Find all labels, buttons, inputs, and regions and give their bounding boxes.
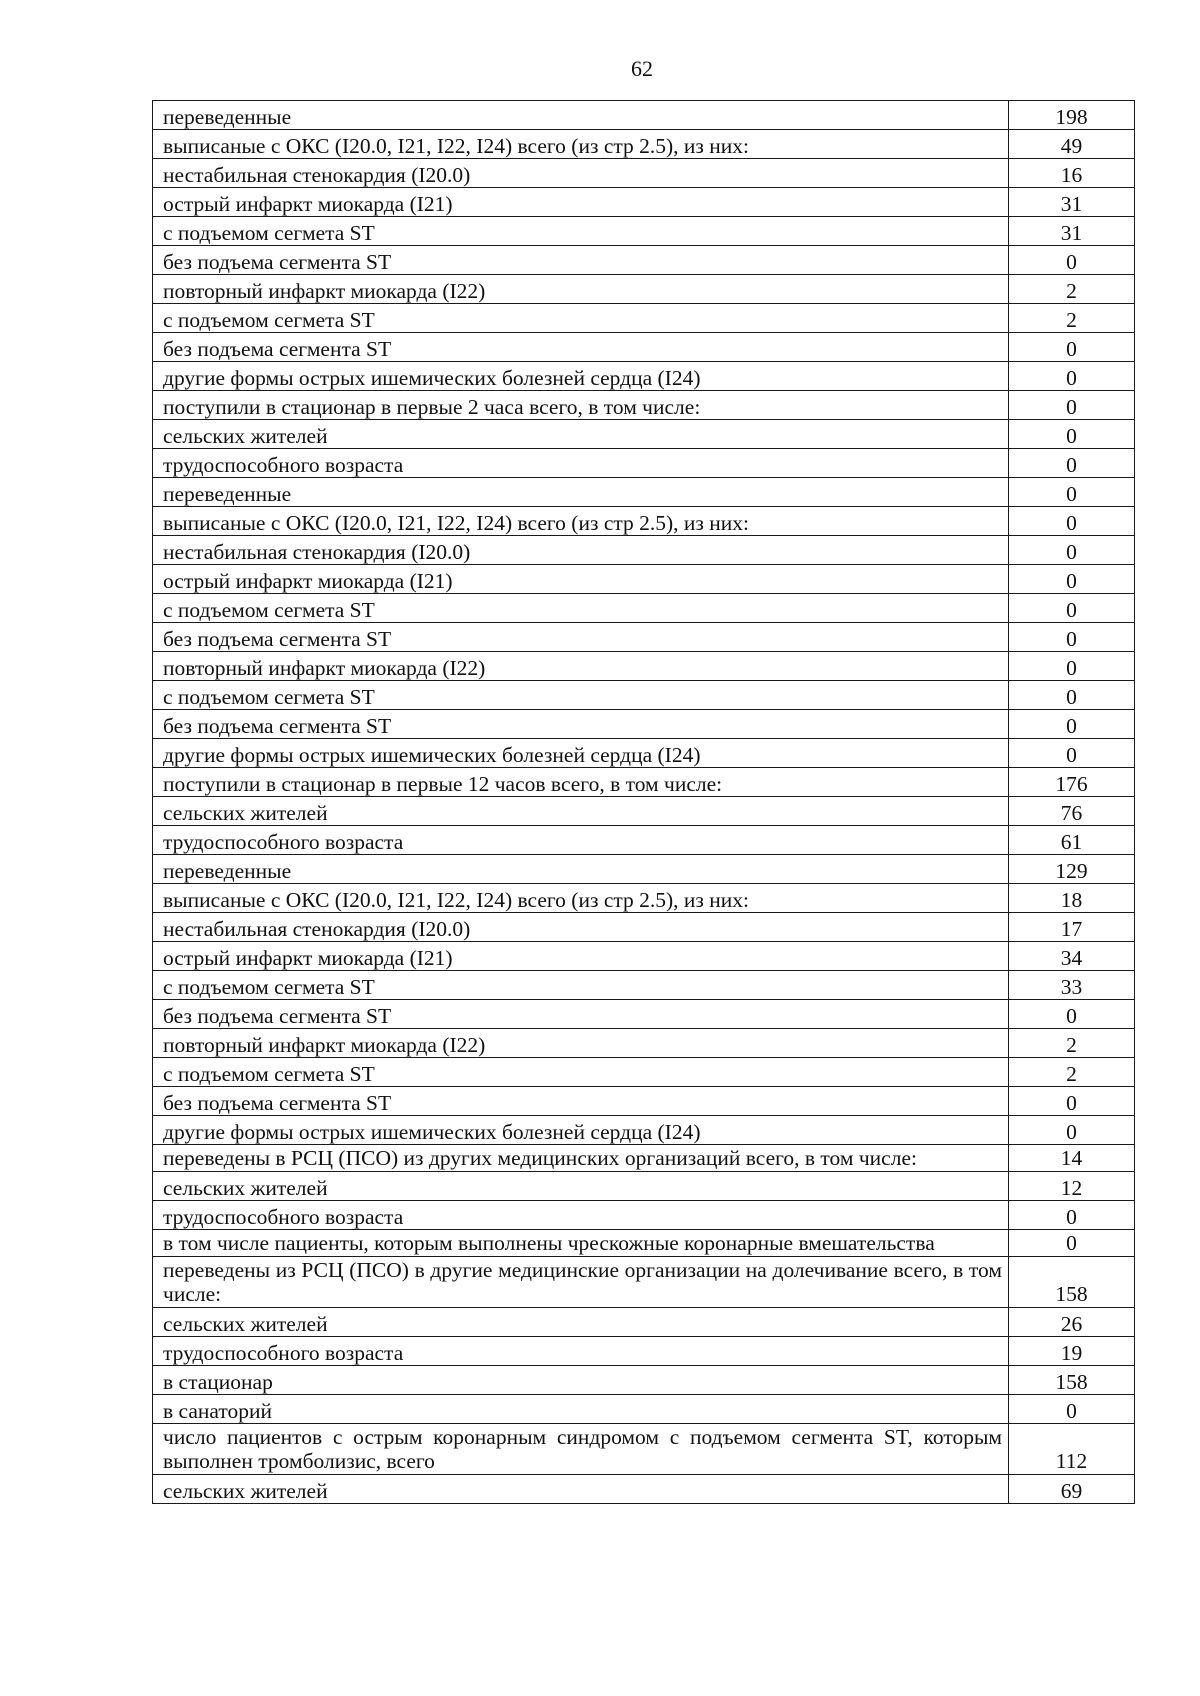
row-value: 31 <box>1009 217 1135 246</box>
row-value: 0 <box>1009 594 1135 623</box>
row-label: сельских жителей <box>153 1308 1009 1337</box>
table-row <box>153 594 1135 623</box>
row-value: 69 <box>1009 1475 1135 1504</box>
table-row <box>153 855 1135 884</box>
row-label: нестабильная стенокардия (I20.0) <box>153 536 1009 565</box>
row-value: 0 <box>1009 420 1135 449</box>
row-value: 17 <box>1009 913 1135 942</box>
row-value: 158 <box>1009 1257 1135 1308</box>
row-value: 2 <box>1009 304 1135 333</box>
row-value: 18 <box>1009 884 1135 913</box>
row-value: 0 <box>1009 1000 1135 1029</box>
row-value: 129 <box>1009 855 1135 884</box>
row-label: число пациентов с острым коронарным синдромом с подъемом сегмента ST, которым выполнен тромболизис, всего <box>153 1424 1009 1475</box>
row-label: другие формы острых ишемических болезней сердца (I24) <box>153 739 1009 768</box>
row-label: с подъемом сегмета ST <box>153 971 1009 1000</box>
row-label: в санаторий <box>153 1395 1009 1424</box>
row-value: 0 <box>1009 507 1135 536</box>
row-label: переведены из РСЦ (ПСО) в другие медицинские организации на долечивание всего, в том числе: <box>153 1257 1009 1308</box>
row-label: нестабильная стенокардия (I20.0) <box>153 159 1009 188</box>
row-label: поступили в стационар в первые 12 часов всего, в том числе: <box>153 768 1009 797</box>
row-value: 0 <box>1009 246 1135 275</box>
table-row <box>153 275 1135 304</box>
table-row <box>153 130 1135 159</box>
row-label: без подъема сегмента ST <box>153 1087 1009 1116</box>
table-row <box>153 333 1135 362</box>
row-label: с подъемом сегмета ST <box>153 594 1009 623</box>
table-row <box>153 391 1135 420</box>
table-row <box>153 1116 1135 1145</box>
row-value: 49 <box>1009 130 1135 159</box>
table-row <box>153 507 1135 536</box>
row-value: 158 <box>1009 1366 1135 1395</box>
table-row <box>153 1257 1135 1308</box>
row-label: повторный инфаркт миокарда (I22) <box>153 1029 1009 1058</box>
table-row <box>153 1424 1135 1475</box>
row-label: в стационар <box>153 1366 1009 1395</box>
table-row <box>153 1395 1135 1424</box>
row-value: 0 <box>1009 1395 1135 1424</box>
row-label: трудоспособного возраста <box>153 1201 1009 1230</box>
row-value: 198 <box>1009 101 1135 130</box>
row-value: 0 <box>1009 449 1135 478</box>
table-row <box>153 942 1135 971</box>
table-row <box>153 246 1135 275</box>
row-label: острый инфаркт миокарда (I21) <box>153 565 1009 594</box>
row-value: 0 <box>1009 1201 1135 1230</box>
row-label: с подъемом сегмета ST <box>153 1058 1009 1087</box>
row-value: 16 <box>1009 159 1135 188</box>
table-row <box>153 1087 1135 1116</box>
table-row <box>153 420 1135 449</box>
table-row <box>153 536 1135 565</box>
row-label: без подъема сегмента ST <box>153 333 1009 362</box>
row-label: выписаные с ОКС (I20.0, I21, I22, I24) всего (из стр 2.5), из них: <box>153 884 1009 913</box>
row-value: 0 <box>1009 1230 1135 1257</box>
row-label: нестабильная стенокардия (I20.0) <box>153 913 1009 942</box>
row-value: 0 <box>1009 391 1135 420</box>
row-value: 61 <box>1009 826 1135 855</box>
row-value: 34 <box>1009 942 1135 971</box>
table-row <box>153 304 1135 333</box>
row-label: с подъемом сегмета ST <box>153 217 1009 246</box>
table-row <box>153 159 1135 188</box>
row-label: выписаные с ОКС (I20.0, I21, I22, I24) всего (из стр 2.5), из них: <box>153 507 1009 536</box>
table-body <box>153 101 1135 1504</box>
row-value: 0 <box>1009 565 1135 594</box>
table-row <box>153 652 1135 681</box>
row-label: сельских жителей <box>153 1475 1009 1504</box>
row-value: 112 <box>1009 1424 1135 1475</box>
table-row <box>153 768 1135 797</box>
row-value: 33 <box>1009 971 1135 1000</box>
table-row <box>153 1201 1135 1230</box>
row-value: 0 <box>1009 536 1135 565</box>
table-row <box>153 1475 1135 1504</box>
table-row <box>153 739 1135 768</box>
row-label: сельских жителей <box>153 420 1009 449</box>
row-value: 0 <box>1009 623 1135 652</box>
row-label: без подъема сегмента ST <box>153 710 1009 739</box>
row-value: 0 <box>1009 362 1135 391</box>
row-label: переведены в РСЦ (ПСО) из других медицинских организаций всего, в том числе: <box>153 1145 1009 1172</box>
row-label: сельских жителей <box>153 1172 1009 1201</box>
page-number: 62 <box>631 56 653 81</box>
row-label: трудоспособного возраста <box>153 1337 1009 1366</box>
table-row <box>153 971 1135 1000</box>
row-value: 2 <box>1009 1029 1135 1058</box>
table-row <box>153 101 1135 130</box>
row-label: острый инфаркт миокарда (I21) <box>153 942 1009 971</box>
row-label: без подъема сегмента ST <box>153 623 1009 652</box>
row-value: 176 <box>1009 768 1135 797</box>
row-value: 2 <box>1009 1058 1135 1087</box>
row-value: 19 <box>1009 1337 1135 1366</box>
row-label: без подъема сегмента ST <box>153 1000 1009 1029</box>
row-value: 26 <box>1009 1308 1135 1337</box>
table-row <box>153 362 1135 391</box>
table-row <box>153 1308 1135 1337</box>
row-label: переведенные <box>153 855 1009 884</box>
row-value: 0 <box>1009 478 1135 507</box>
row-value: 31 <box>1009 188 1135 217</box>
table-row <box>153 1058 1135 1087</box>
table-row <box>153 217 1135 246</box>
table-row <box>153 1029 1135 1058</box>
row-value: 0 <box>1009 681 1135 710</box>
table-row <box>153 188 1135 217</box>
row-value: 0 <box>1009 652 1135 681</box>
statistics-table <box>152 100 1135 1504</box>
table-row <box>153 1230 1135 1257</box>
row-value: 0 <box>1009 333 1135 362</box>
row-label: с подъемом сегмета ST <box>153 681 1009 710</box>
row-label: другие формы острых ишемических болезней сердца (I24) <box>153 362 1009 391</box>
table-row <box>153 884 1135 913</box>
table-row <box>153 1172 1135 1201</box>
row-value: 12 <box>1009 1172 1135 1201</box>
row-label: трудоспособного возраста <box>153 826 1009 855</box>
table-row <box>153 1145 1135 1172</box>
row-label: без подъема сегмента ST <box>153 246 1009 275</box>
row-label: в том числе пациенты, которым выполнены чрескожные коронарные вмешательства <box>153 1230 1009 1257</box>
row-value: 0 <box>1009 710 1135 739</box>
table-row <box>153 797 1135 826</box>
row-value: 76 <box>1009 797 1135 826</box>
table-row <box>153 710 1135 739</box>
row-label: выписаные с ОКС (I20.0, I21, I22, I24) всего (из стр 2.5), из них: <box>153 130 1009 159</box>
row-label: повторный инфаркт миокарда (I22) <box>153 275 1009 304</box>
table-row <box>153 623 1135 652</box>
row-value: 0 <box>1009 1116 1135 1145</box>
row-label: с подъемом сегмета ST <box>153 304 1009 333</box>
table-row <box>153 565 1135 594</box>
row-label: сельских жителей <box>153 797 1009 826</box>
table-row <box>153 913 1135 942</box>
table-row <box>153 681 1135 710</box>
row-value: 0 <box>1009 1087 1135 1116</box>
row-value: 0 <box>1009 739 1135 768</box>
table-row <box>153 1000 1135 1029</box>
row-label: поступили в стационар в первые 2 часа всего, в том числе: <box>153 391 1009 420</box>
row-value: 14 <box>1009 1145 1135 1172</box>
table-row <box>153 449 1135 478</box>
table-row <box>153 826 1135 855</box>
row-label: переведенные <box>153 478 1009 507</box>
table-row <box>153 478 1135 507</box>
table-row <box>153 1366 1135 1395</box>
row-label: трудоспособного возраста <box>153 449 1009 478</box>
row-value: 2 <box>1009 275 1135 304</box>
row-label: острый инфаркт миокарда (I21) <box>153 188 1009 217</box>
row-label: переведенные <box>153 101 1009 130</box>
row-label: повторный инфаркт миокарда (I22) <box>153 652 1009 681</box>
row-label: другие формы острых ишемических болезней сердца (I24) <box>153 1116 1009 1145</box>
table-row <box>153 1337 1135 1366</box>
